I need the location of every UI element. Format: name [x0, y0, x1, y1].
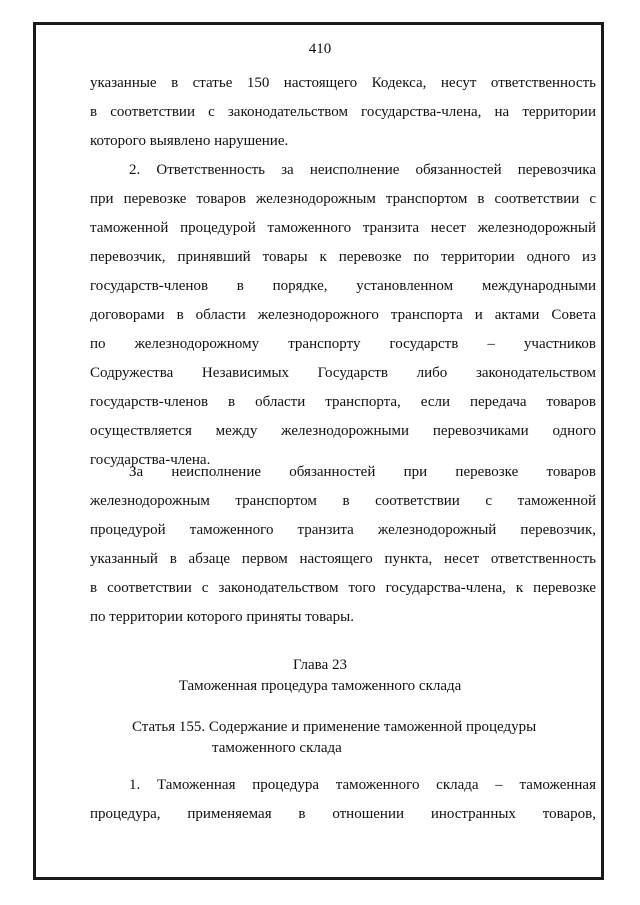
text-line: по территории которого приняты товары. — [90, 609, 354, 625]
text-line: государств-членов в порядке, установленном международными — [90, 278, 596, 294]
paragraph-3 — [90, 458, 596, 632]
text-line: 1. Таможенная процедура таможенного склада – таможенная — [129, 777, 596, 793]
text-line: За неисполнение обязанностей при перевозке товаров — [129, 464, 596, 480]
text-line: указанный в абзаце первом настоящего пункта, несет ответственность — [90, 551, 596, 567]
paragraph-2 — [90, 156, 596, 475]
text-line: таможенной процедурой таможенного транзита несет железнодорожный — [90, 220, 596, 236]
text-line: в соответствии с законодательством того государства-члена, к перевозке — [90, 580, 596, 596]
chapter-number: Глава 23 — [293, 657, 347, 673]
text-line: железнодорожным транспортом в соответствии с таможенной — [90, 493, 596, 509]
page-number: 410 — [308, 41, 332, 57]
text-line: процедура, применяемая в отношении иностранных товаров, — [90, 806, 596, 822]
text-line: Содружества Независимых Государств либо законодательством — [90, 365, 596, 381]
text-line: указанные в статье 150 настоящего Кодекса, несут ответственность — [90, 75, 596, 91]
text-line: перевозчик, принявший товары к перевозке по территории одного из — [90, 249, 596, 265]
chapter-title: Таможенная процедура таможенного склада — [178, 678, 462, 694]
article-heading: Статья 155. Содержание и применение таможенной процедуры — [132, 719, 537, 735]
text-line: при перевозке товаров железнодорожным транспортом в соответствии с — [90, 191, 596, 207]
text-line: государств-членов в области транспорта, если передача товаров — [90, 394, 596, 410]
text-line: по железнодорожному транспорту государств – участников — [90, 336, 596, 352]
text-line: которого выявлено нарушение. — [90, 133, 289, 149]
paragraph-4 — [90, 771, 596, 829]
text-line: осуществляется между железнодорожными перевозчиками одного — [90, 423, 596, 439]
text-line: государства-члена. — [90, 452, 211, 468]
text-line: процедурой таможенного транзита железнодорожный перевозчик, — [90, 522, 596, 538]
text-line: договорами в области железнодорожного транспорта и актами Совета — [90, 307, 596, 323]
text-line: 2. Ответственность за неисполнение обязанностей перевозчика — [129, 162, 596, 178]
text-line: в соответствии с законодательством государства-члена, на территории — [90, 104, 596, 120]
article-heading-continuation: таможенного склада — [212, 740, 342, 756]
paragraph-continuation — [90, 69, 596, 156]
